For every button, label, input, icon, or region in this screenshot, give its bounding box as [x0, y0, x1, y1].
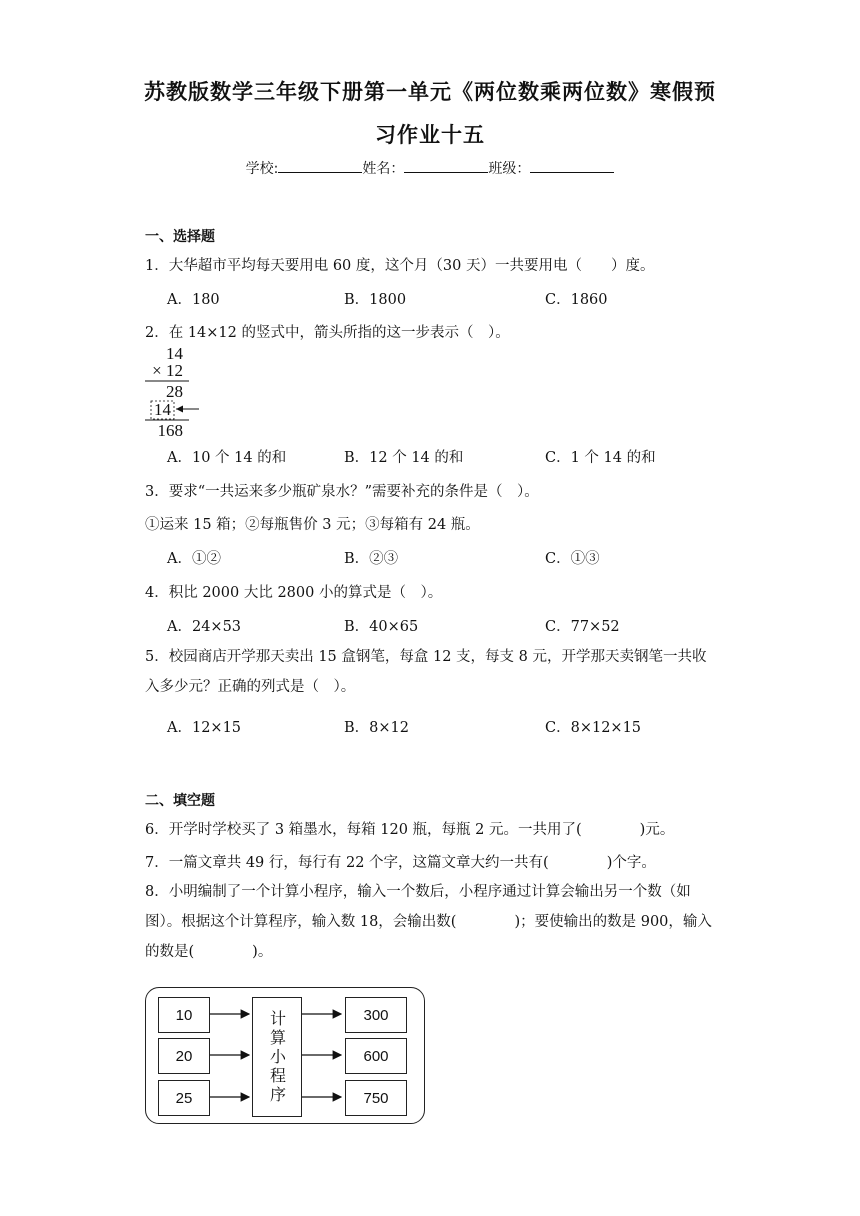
- q1-option-a[interactable]: A．180: [167, 292, 220, 308]
- section-heading-fill: 二、填空题: [145, 793, 215, 809]
- name-blank[interactable]: [404, 159, 488, 173]
- input-box-1: 10: [158, 997, 210, 1033]
- page-title-line2: 习作业十五: [375, 123, 485, 147]
- school-blank[interactable]: [278, 159, 362, 173]
- question-5: 5．校园商店开学那天卖出 15 盒钢笔，每盒 12 支，每支 8 元，开学那天卖钢笔一共收入多少元？正确的列式是（ ）。: [145, 649, 707, 695]
- vertical-calculation: [143, 344, 213, 440]
- calculator-program-figure: [145, 987, 425, 1124]
- q1-option-c[interactable]: C．1860: [545, 292, 608, 308]
- q4-option-c[interactable]: C．77×52: [545, 619, 620, 635]
- q3-option-a[interactable]: A．①②: [167, 551, 221, 567]
- program-box: 计算小程序: [252, 997, 302, 1117]
- output-box-3: 750: [345, 1080, 407, 1116]
- q3-option-b[interactable]: B．②③: [344, 551, 399, 567]
- q2-option-a[interactable]: A．10 个 14 的和: [167, 450, 287, 466]
- q5-option-c[interactable]: C．8×12×15: [545, 720, 642, 736]
- calc-product: 168: [157, 421, 183, 440]
- output-box-1: 300: [345, 997, 407, 1033]
- q3-option-c[interactable]: C．①③: [545, 551, 600, 567]
- q2-option-c[interactable]: C．1 个 14 的和: [545, 450, 656, 466]
- input-box-3: 25: [158, 1080, 210, 1116]
- question-8: 8．小明编制了一个计算小程序，输入一个数后，小程序通过计算会输出另一个数（如图）。根据这个计算程序，输入数 18，会输出数( )；要使输出的数是 900，输入的数是( )。: [145, 884, 712, 960]
- question-3-conditions: ①运来 15 箱；②每瓶售价 3 元；③每箱有 24 瓶。: [145, 517, 480, 533]
- school-label: 学校:: [245, 161, 279, 177]
- calc-partial-1: 28: [166, 382, 183, 401]
- q5-option-b[interactable]: B．8×12: [344, 720, 409, 736]
- question-3: 3．要求“一共运来多少瓶矿泉水？”需要补充的条件是（ ）。: [145, 484, 539, 500]
- name-label: 姓名：: [362, 161, 405, 177]
- q4-option-a[interactable]: A．24×53: [167, 619, 242, 635]
- q1-option-b[interactable]: B．1800: [344, 292, 407, 308]
- question-1: 1．大华超市平均每天要用电 60 度，这个月（30 天）一共要用电（ ）度。: [145, 258, 655, 274]
- output-box-2: 600: [345, 1038, 407, 1074]
- question-2: 2．在 14×12 的竖式中，箭头所指的这一步表示（ ）。: [145, 325, 510, 341]
- input-box-2: 20: [158, 1038, 210, 1074]
- q4-option-b[interactable]: B．40×65: [344, 619, 419, 635]
- page-title-line1: 苏教版数学三年级下册第一单元《两位数乘两位数》寒假预: [144, 80, 716, 104]
- calc-partial-2: 14: [154, 400, 171, 419]
- calc-multiplier: × 12: [152, 361, 183, 380]
- question-6: 6．开学时学校买了 3 箱墨水，每箱 120 瓶，每瓶 2 元。一共用了( )元。: [145, 822, 675, 838]
- class-label: 班级：: [488, 161, 531, 177]
- question-4: 4．积比 2000 大比 2800 小的算式是（ ）。: [145, 585, 443, 601]
- q5-option-a[interactable]: A．12×15: [167, 720, 242, 736]
- class-blank[interactable]: [530, 159, 614, 173]
- student-info: [0, 158, 860, 178]
- section-heading-choice: 一、选择题: [145, 229, 215, 245]
- calc-multiplicand: 14: [166, 344, 183, 363]
- question-7: 7．一篇文章共 49 行，每行有 22 个字，这篇文章大约一共有( )个字。: [145, 855, 656, 871]
- q2-option-b[interactable]: B．12 个 14 的和: [344, 450, 464, 466]
